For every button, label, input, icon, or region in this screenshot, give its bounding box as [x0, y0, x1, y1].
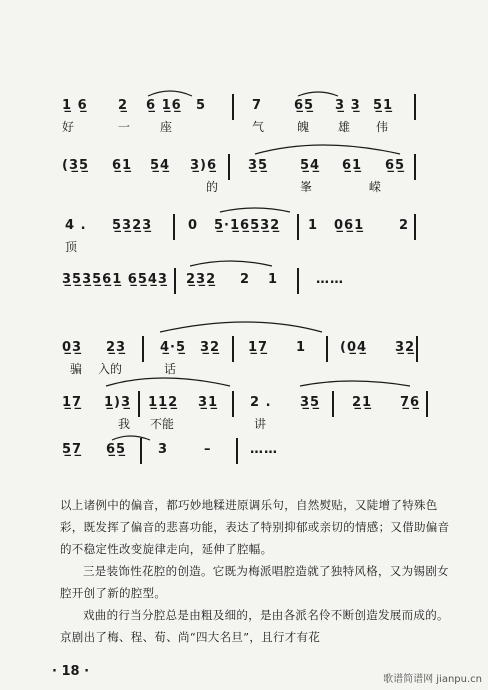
note-group: 2 . — [250, 395, 272, 410]
note-group: 2 — [399, 218, 410, 233]
paragraph-text: 三是装饰性花腔的创造。它既为梅派唱腔造就了独特风格，又为锡剧女腔开创了新的腔型。 — [60, 564, 449, 600]
note-group: 2 — [240, 272, 251, 287]
lyric-syllable: 雄 — [338, 120, 351, 134]
slur-mark — [112, 436, 150, 440]
watermark: 歌谱简谱网 jianpu.cn — [383, 674, 482, 685]
lyric-syllable: 座 — [160, 120, 173, 134]
note-group: 6̲5̲ — [294, 98, 315, 113]
lyric-syllable: 好 — [62, 120, 75, 134]
lyric-syllable: 气 — [252, 120, 265, 134]
note-group: 0̲6̲1̲ — [334, 218, 365, 233]
note-group: (3̲5̲ — [62, 158, 90, 173]
note-group: 3̲5̲3̲5̲6̲1̲ 6̲5̲4̲3̲ — [62, 272, 168, 287]
lyric-syllable: 的 — [206, 180, 219, 194]
note-group: 0 — [188, 218, 199, 233]
note-group: …… — [316, 272, 344, 287]
note-group: 2̲1̲ — [352, 395, 373, 410]
note-group: 5 — [196, 98, 207, 113]
slur-mark — [106, 378, 230, 386]
slur-mark — [255, 145, 400, 154]
lyric-syllable: 我 — [118, 417, 131, 431]
note-group: 5̲·1̲6̲5̲3̲2̲ — [214, 218, 281, 233]
lyric-syllable: 不能 — [150, 417, 175, 431]
note-group: 5̲4̲ — [300, 158, 321, 173]
note-group: 2̲3̲ — [106, 340, 127, 355]
lyric-syllable: 顶 — [65, 240, 78, 254]
note-group: 7 — [252, 98, 263, 113]
note-group: 4̲·5̲ — [160, 340, 187, 355]
note-group: 1̲ 6̲ — [62, 98, 88, 113]
note-group: 1̲7̲ — [248, 340, 269, 355]
note-group: …… — [250, 442, 278, 457]
note-group: 1̲1̲2̲ — [148, 395, 179, 410]
note-group: 3̲2̲ — [200, 340, 221, 355]
page-number: · 18 · — [52, 664, 90, 679]
note-group: 6̲ 1̲6̲ — [146, 98, 182, 113]
slur-mark — [148, 91, 192, 96]
note-group: 6̲1̲ — [342, 158, 363, 173]
lyric-syllable: 话 — [164, 362, 177, 376]
note-group: 3 — [158, 442, 169, 457]
note-group: 3̲2̲ — [395, 340, 416, 355]
note-group: 5̲7̲ — [62, 442, 83, 457]
note-group: (0̲4̲ — [340, 340, 368, 355]
slur-mark — [300, 381, 410, 386]
lyric-syllable: 入的 — [98, 362, 123, 376]
lyric-syllable: 伟 — [376, 120, 389, 134]
note-group: 6̲5̲ — [106, 442, 127, 457]
note-group: 6̲1̲ — [112, 158, 133, 173]
note-group: 3̲ 3̲ — [335, 98, 361, 113]
paragraph-2 — [60, 560, 450, 604]
lyric-syllable: 讲 — [254, 417, 267, 431]
slur-mark — [190, 261, 272, 266]
lyric-syllable: 骗 — [70, 362, 83, 376]
note-group: 1 — [268, 272, 279, 287]
paragraph-1 — [60, 494, 450, 560]
note-group: 0̲3̲ — [62, 340, 83, 355]
paragraph-3 — [60, 604, 450, 648]
note-group: 1 — [308, 218, 319, 233]
note-group: 1̲7̲ — [62, 395, 83, 410]
slur-mark — [298, 92, 338, 96]
note-group: 3̲5̲ — [248, 158, 269, 173]
note-group: 1̲)3̲ — [104, 395, 132, 410]
lyric-syllable: 一 — [118, 120, 131, 134]
note-group: 3̲1̲ — [198, 395, 219, 410]
note-group: 4 . — [65, 218, 87, 233]
slur-mark — [220, 208, 290, 212]
note-group: 5̲4̲ — [150, 158, 171, 173]
lyric-syllable: 峯 — [300, 180, 313, 194]
note-group: 2̲ — [118, 98, 129, 113]
note-group: 2̲3̲2̲ — [186, 272, 217, 287]
note-group: 5̲1̲ — [373, 98, 394, 113]
note-group: 5̲3̲2̲3̲ — [112, 218, 153, 233]
lyric-syllable: 嵘 — [369, 180, 382, 194]
note-group: 3̲5̲ — [300, 395, 321, 410]
note-group: 1 — [296, 340, 307, 355]
note-group: 7̲6̲ — [400, 395, 421, 410]
note-group: – — [204, 442, 212, 457]
note-group: 6̲5̲ — [385, 158, 406, 173]
note-group: 3̲)6̲ — [190, 158, 218, 173]
paragraph-text: 戏曲的行当分腔总是由粗及细的，是由各派名伶不断创造发展而成的。京剧出了梅、程、荀、尚“四大名旦”，且行才有花 — [60, 608, 449, 644]
lyric-syllable: 魄 — [297, 120, 310, 134]
paragraph-text: 以上诸例中的偏音，都巧妙地糅进原调乐句，自然熨贴，又陡增了特殊色彩，既发挥了偏音的悲喜功能，表达了特别抑郁或亲切的情感；又借助偏音的不稳定性改变旋律走向，延伸了腔幅。 — [60, 498, 450, 556]
slur-mark — [160, 322, 322, 332]
